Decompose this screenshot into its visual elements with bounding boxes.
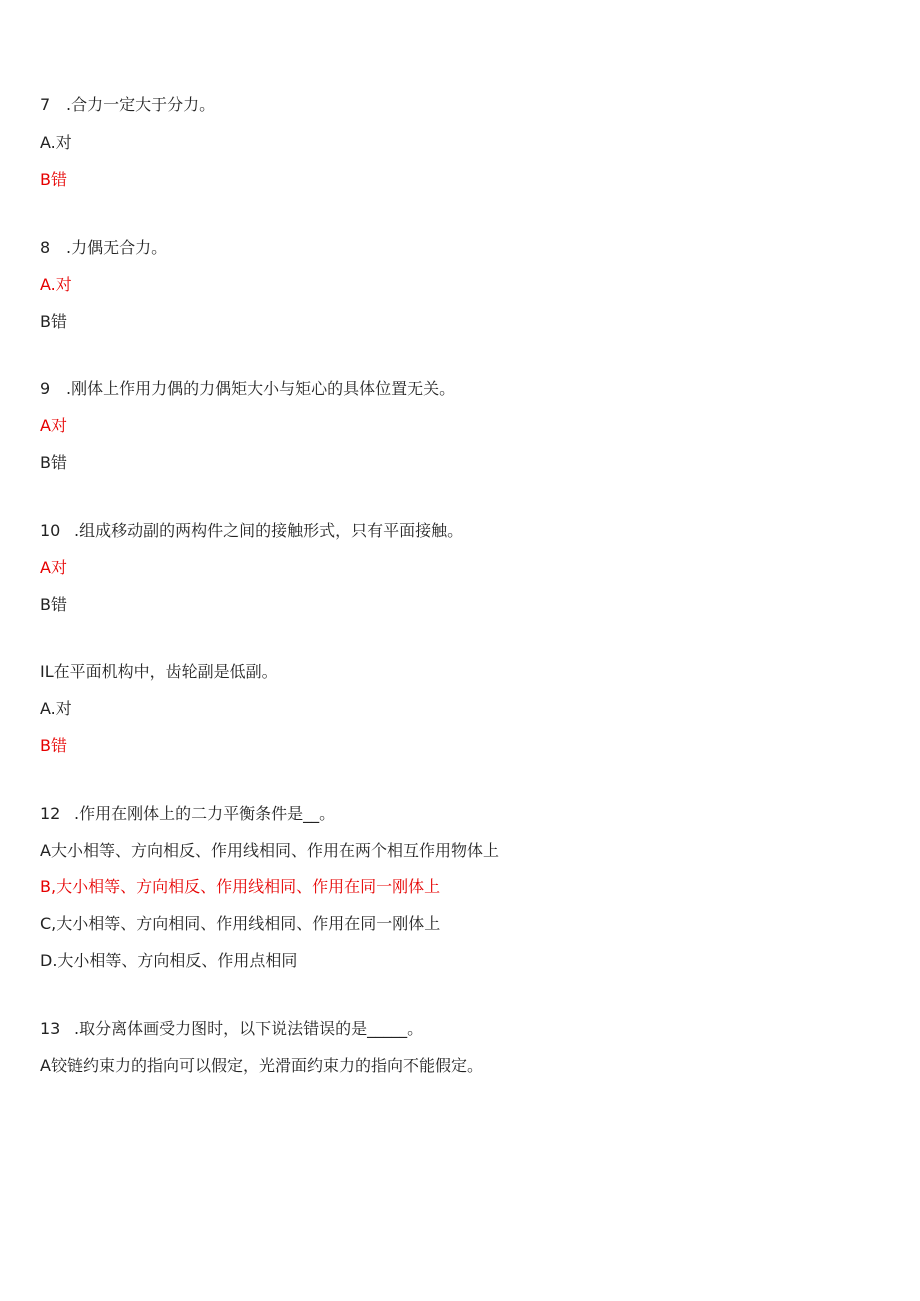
- question-text: .刚体上作用力偶的力偶矩大小与矩心的具体位置无关。: [66, 379, 456, 398]
- question-7-option-a[interactable]: A.对: [40, 133, 72, 152]
- question-8-stem: [40, 238, 167, 258]
- question-number: 10: [40, 521, 61, 540]
- question-7-stem: [40, 95, 215, 115]
- question-10-option-b[interactable]: B错: [40, 595, 67, 614]
- question-text: .组成移动副的两构件之间的接触形式，只有平面接触。: [74, 521, 464, 540]
- question-text: .力偶无合力。: [66, 238, 168, 257]
- question-8-option-b[interactable]: B错: [40, 312, 67, 331]
- question-text: 在平面机构中，齿轮副是低副。: [53, 662, 278, 681]
- question-11-stem: [40, 662, 278, 682]
- question-7-option-b[interactable]: B错: [40, 170, 67, 189]
- question-9-stem: [40, 379, 455, 399]
- question-12-option-d[interactable]: D.大小相等、方向相反、作用点相同: [40, 951, 298, 970]
- question-10-stem: [40, 521, 463, 541]
- question-12-option-b[interactable]: B,大小相等、方向相反、作用线相同、作用在同一刚体上: [40, 877, 441, 896]
- question-number: 12: [40, 804, 61, 823]
- question-13-option-a[interactable]: A铰链约束力的指向可以假定，光滑面约束力的指向不能假定。: [40, 1056, 483, 1075]
- question-number: 7: [40, 95, 51, 114]
- question-text: .合力一定大于分力。: [66, 95, 216, 114]
- question-11-option-a[interactable]: A.对: [40, 699, 72, 718]
- question-12-option-c[interactable]: C,大小相等、方向相同、作用线相同、作用在同一刚体上: [40, 914, 441, 933]
- question-8-option-a[interactable]: A.对: [40, 275, 72, 294]
- question-9-option-b[interactable]: B错: [40, 453, 67, 472]
- question-number: 13: [40, 1019, 61, 1038]
- question-number: 9: [40, 379, 51, 398]
- question-text: .作用在刚体上的二力平衡条件是__。: [74, 804, 336, 823]
- question-number: 8: [40, 238, 51, 257]
- question-text: .取分离体画受力图时，以下说法错误的是_____。: [74, 1019, 424, 1038]
- question-11-option-b[interactable]: B错: [40, 736, 67, 755]
- question-number: IL: [40, 662, 54, 681]
- question-10-option-a[interactable]: A对: [40, 558, 67, 577]
- question-12-stem: [40, 804, 335, 824]
- question-12-option-a[interactable]: A大小相等、方向相反、作用线相同、作用在两个相互作用物体上: [40, 841, 499, 860]
- question-13-stem: [40, 1019, 423, 1039]
- question-9-option-a[interactable]: A对: [40, 416, 67, 435]
